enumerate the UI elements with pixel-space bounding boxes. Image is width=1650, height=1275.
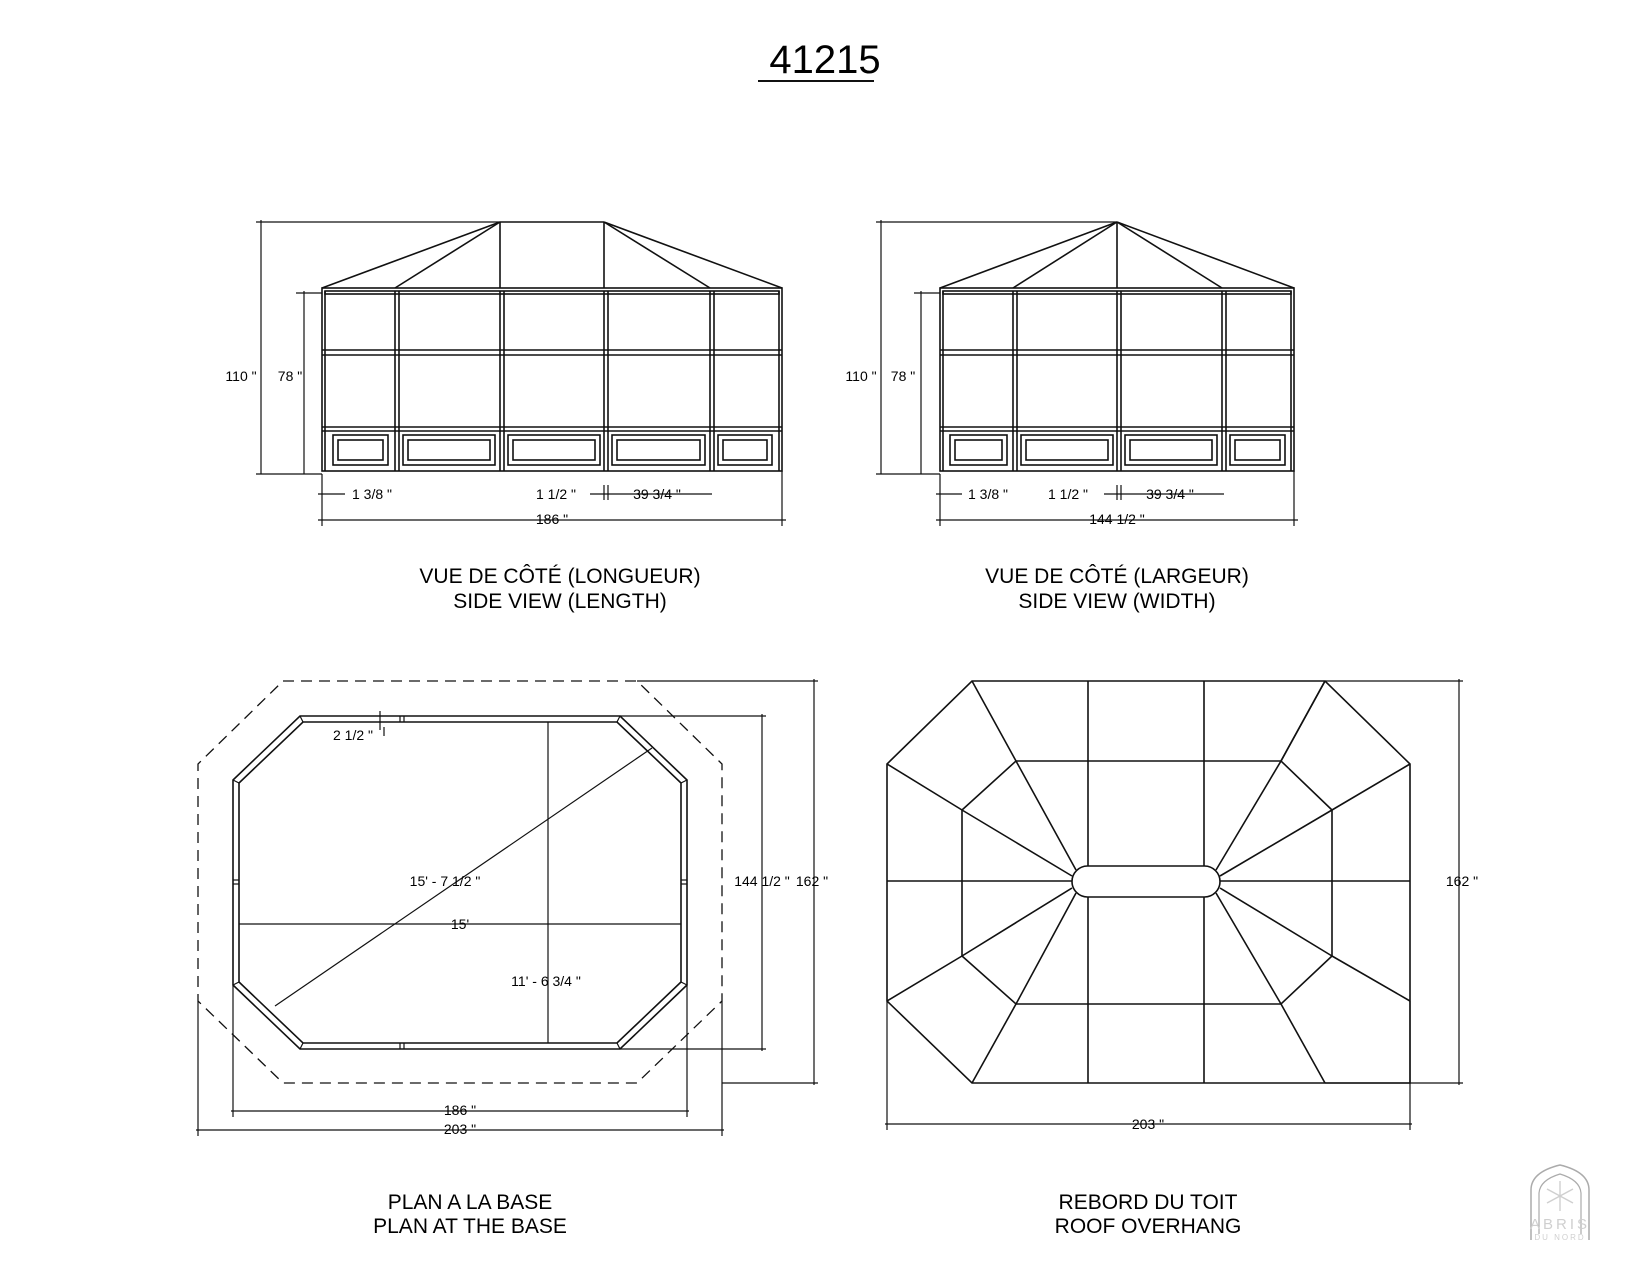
- logo-name: ABRIS: [1529, 1216, 1591, 1233]
- caption-side-width-en: SIDE VIEW (WIDTH): [1018, 590, 1216, 613]
- dim-base-width: 144 1/2 ": [734, 873, 790, 889]
- dim-total-height-width: 110 ": [845, 368, 877, 384]
- caption-base-plan-en: PLAN AT THE BASE: [373, 1215, 567, 1238]
- dim-diagonal: 15' - 7 1/2 ": [409, 873, 481, 889]
- caption-roof-en: ROOF OVERHANG: [1054, 1215, 1242, 1238]
- base-plan: [196, 679, 828, 1238]
- snowflake-icon: [1547, 1181, 1573, 1211]
- logo-sub: DU NORD: [1534, 1233, 1586, 1242]
- dim-wall-thickness: 2 1/2 ": [333, 727, 373, 743]
- wall-frame-length: [322, 288, 782, 471]
- roof-plan-lines: [887, 681, 1410, 1083]
- roof-lines-length: [322, 222, 782, 288]
- caption-side-length-en: SIDE VIEW (LENGTH): [453, 590, 667, 613]
- roof-lines-width: [940, 222, 1294, 288]
- dim-wall-height-length: 78 ": [277, 368, 303, 384]
- dim-overall-length: 186 ": [535, 511, 569, 527]
- dim-mullion-length: 1 1/2 ": [536, 486, 576, 502]
- side-view-length: [225, 220, 786, 613]
- dim-panel-width: 39 3/4 ": [1146, 486, 1194, 502]
- side-view-width: [845, 220, 1298, 613]
- caption-base-plan-fr: PLAN A LA BASE: [387, 1191, 553, 1214]
- caption-roof-fr: REBORD DU TOIT: [1058, 1191, 1238, 1214]
- plan-outer-dimensions: [196, 679, 818, 1136]
- roof-dimension-lines: [885, 679, 1463, 1130]
- caption-side-length-fr: VUE DE CÔTÉ (LONGUEUR): [419, 565, 701, 588]
- dim-overhang-width: 162 ": [795, 873, 829, 889]
- dim-post-width: 1 3/8 ": [968, 486, 1008, 502]
- dim-wall-height-width: 78 ": [890, 368, 916, 384]
- dimension-lines-length: [256, 220, 786, 526]
- dim-overhang-length: 203 ": [443, 1121, 477, 1137]
- brand-logo: [1530, 1165, 1590, 1242]
- caption-side-width-fr: VUE DE CÔTÉ (LARGEUR): [985, 565, 1249, 588]
- dim-panel-length: 39 3/4 ": [633, 486, 681, 502]
- drawing-title: 41215: [769, 38, 881, 82]
- wall-frame-width: [940, 288, 1294, 471]
- dim-mullion-width: 1 1/2 ": [1048, 486, 1088, 502]
- dim-base-length: 186 ": [443, 1102, 477, 1118]
- dim-inner-width: 11' - 6 3/4 ": [511, 973, 581, 989]
- dim-inner-length: 15': [450, 916, 470, 932]
- dim-post-length: 1 3/8 ": [352, 486, 392, 502]
- dim-overall-width: 144 1/2 ": [1089, 511, 1145, 527]
- dim-roof-length: 203 ": [1131, 1116, 1165, 1132]
- dim-total-height-length: 110 ": [225, 368, 257, 384]
- roof-overhang: [885, 679, 1478, 1238]
- dim-roof-width: 162 ": [1445, 873, 1479, 889]
